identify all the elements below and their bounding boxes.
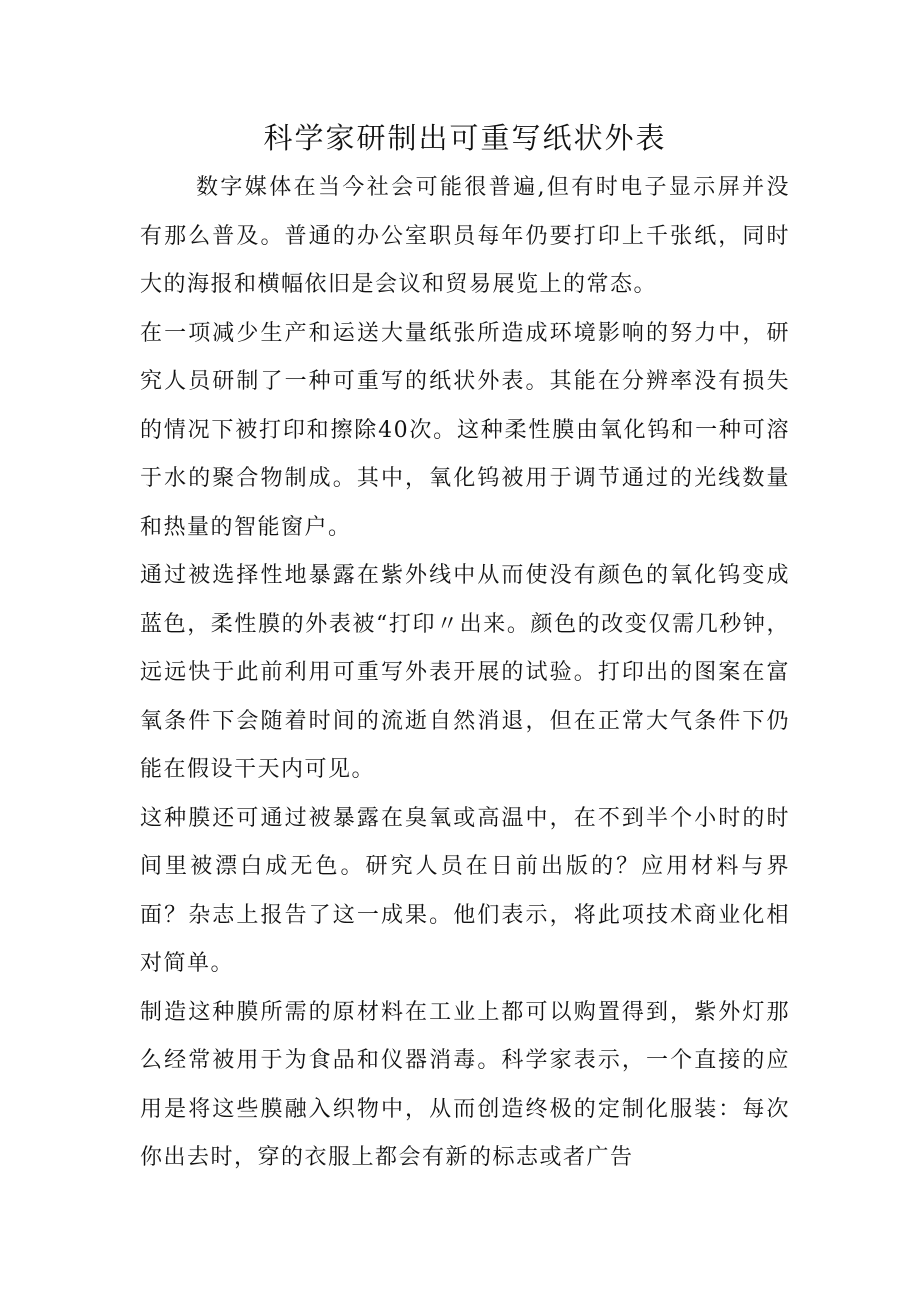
paragraph-2: 在一项减少生产和运送大量纸张所造成环境影响的努力中，研究人员研制了一种可重写的纸状外表。其能在分辨率没有损失的情况下被打印和擦除40次。这种柔性膜由氧化钨和一种可溶于水的聚合物制成。其中，氧化钨被用于调节通过的光线数量和热量的智能窗户。 (140, 320, 790, 540)
paragraph-4: 这种膜还可通过被暴露在臭氧或高温中，在不到半个小时的时间里被漂白成无色。研究人员在日前出版的？应用材料与界面？杂志上报告了这一成果。他们表示，将此项技术商业化相对简单。 (140, 805, 790, 976)
paragraph-5: 制造这种膜所需的原材料在工业上都可以购置得到，紫外灯那么经常被用于为食品和仪器消毒。科学家表示，一个直接的应用是将这些膜融入织物中，从而创造终极的定制化服装：每次你出去时，穿的衣服上都会有新的标志或者广告 (140, 999, 790, 1170)
paragraph-1: 数字媒体在当今社会可能很普遍,但有时电子显示屏并没有那么普及。普通的办公室职员每年仍要打印上千张纸，同时大的海报和横幅依旧是会议和贸易展览上的常态。 (140, 175, 790, 297)
document-title: 科学家研制出可重写纸状外表 (263, 121, 667, 155)
document-body (140, 164, 790, 1183)
paragraph-3: 通过被选择性地暴露在紫外线中从而使没有颜色的氧化钨变成蓝色，柔性膜的外表被“打印〃出来。颜色的改变仅需几秒钟，远远快于此前利用可重写外表开展的试验。打印出的图案在富氧条件下会随着时间的流逝自然消退，但在正常大气条件下仍能在假设干天内可见。 (140, 563, 790, 782)
